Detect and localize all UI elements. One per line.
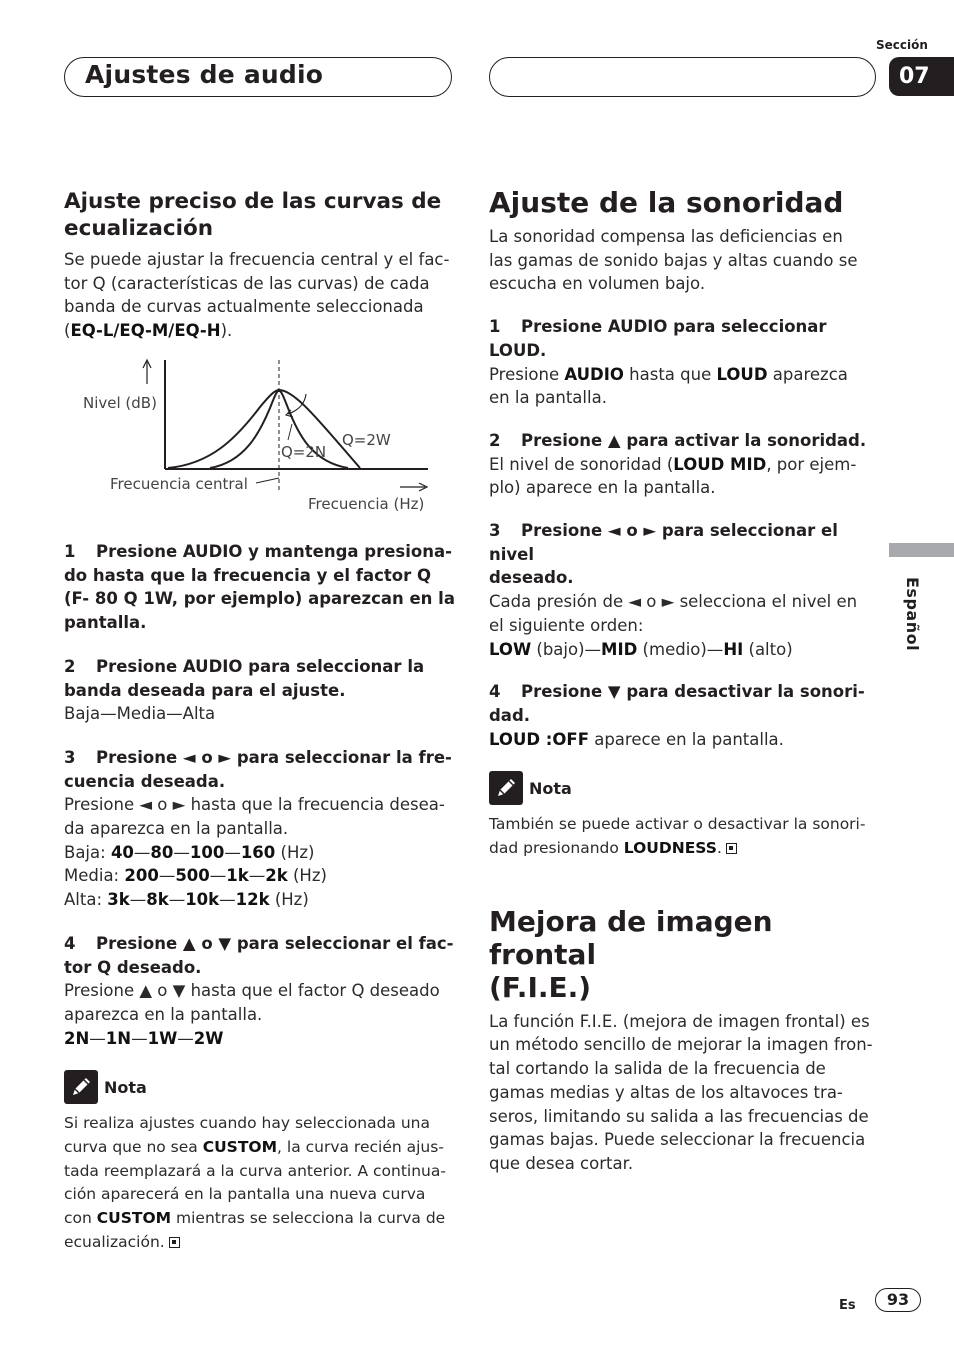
loud-step-2: 2 Presione ▲ para activar la sonoridad. El nivel de sonoridad (LOUD MID, por ejem- plo) aparece en la pantalla. [489, 430, 867, 498]
fie-section: Mejora de imagen frontal (F.I.E.) La función F.I.E. (mejora de imagen frontal) es un método sencillo de mejorar la imagen fron- tal cortando la salida de la frecuencia de gamas medias y altas de los altavoces tra- seros, limitando su salida a las frecuencias de gamas bajas. Puede seleccionar la frecuencia que desea cortar. [489, 905, 881, 1176]
figure-q2w-label: Q=2W [342, 431, 391, 449]
left-steps [64, 540, 456, 1255]
section-label: Sección [876, 38, 928, 52]
page-number: 93 [875, 1288, 921, 1312]
header-blank-pill [489, 57, 876, 97]
note-title: Nota [529, 778, 572, 798]
end-mark-icon [169, 1237, 180, 1248]
eq-step-1: 1 Presione AUDIO y mantenga presiona- do hasta que la frecuencia y el factor Q (F- 80 Q 1W, por ejemplo) aparezcan en la pantalla. [64, 542, 455, 633]
loudness-intro: La sonoridad compensa las deficiencias en las gamas de sonido bajas y altas cuando se escucha en volumen bajo. [489, 227, 858, 294]
eq-step-4: 4 Presione ▲ o ▼ para seleccionar el fac- tor Q deseado. Presione ▲ o ▼ hasta que el factor Q deseado aparezca en la pantalla. 2N—1N—1W—2W [64, 932, 456, 1051]
figure-x-label: Frecuencia (Hz) [308, 495, 425, 513]
loudness-heading: Ajuste de la sonoridad [489, 186, 844, 219]
section-number: 07 [889, 57, 954, 96]
eq-note: Nota Si realiza ajustes cuando hay seleccionada una curva que no sea CUSTOM, la curva recién ajus- tada reemplazará a la curva anterior. A continua- ción aparecerá en la pantalla una nueva curva con CUSTOM mientras se selecciona la curva de ecualización. [64, 1070, 456, 1254]
side-tab-bar [889, 543, 954, 557]
loudness-levels: LOW (bajo)—MID (medio)—HI (alto) [489, 639, 793, 659]
footer-lang-code: Es [839, 1298, 856, 1313]
header-title-pill [64, 57, 452, 97]
fie-heading: Mejora de imagen frontal (F.I.E.) [489, 904, 773, 1004]
page-title: Ajustes de audio [85, 60, 324, 89]
loud-step-1: 1 Presione AUDIO para seleccionar LOUD. Presione AUDIO hasta que LOUD aparezca en la pantalla. [489, 317, 848, 408]
eq-bands: EQ-L/EQ-M/EQ-H [70, 321, 221, 341]
baja-frequencies: Baja: 40—80—100—160 (Hz) [64, 842, 315, 862]
loud-step-3: 3 Presione ◄ o ► para seleccionar el nivel deseado. Cada presión de ◄ o ► selecciona el nivel en el siguiente orden: LOW (bajo)—MID (medio)—HI (alto) [489, 519, 881, 661]
q-factor-values: 2N—1N—1W—2W [64, 1028, 224, 1048]
eq-step-2: 2 Presione AUDIO para seleccionar la banda deseada para el ajuste. Baja—Media—Alta [64, 656, 425, 724]
note-title: Nota [104, 1077, 147, 1097]
figure-y-label: Nivel (dB) [83, 394, 157, 412]
loud-step-4: 4 Presione ▼ para desactivar la sonori- dad. LOUD :OFF aparece en la pantalla. [489, 682, 865, 749]
loud-note: Nota También se puede activar o desactivar la sonori- dad presionando LOUDNESS. [489, 771, 881, 860]
pencil-note-icon [64, 1070, 98, 1104]
right-column [489, 186, 881, 1176]
eq-curve-figure [60, 352, 450, 522]
pencil-note-icon [489, 771, 523, 805]
side-language-label: Español [903, 577, 922, 652]
figure-q2n-label: Q=2N [281, 443, 327, 461]
figure-center-label: Frecuencia central [110, 475, 248, 493]
eq-intro: Se puede ajustar la frecuencia central y el fac- tor Q (características de las curvas) de cada banda de curvas actualmente seleccionada (EQ-L/EQ-M/EQ-H). [64, 250, 450, 341]
media-frequencies: Media: 200—500—1k—2k (Hz) [64, 866, 327, 886]
eq-step-3: 3 Presione ◄ o ► para seleccionar la fre- cuencia deseada. Presione ◄ o ► hasta que la frecuencia desea- da aparezca en la pantalla. Baja: 40—80—100—160 (Hz) Media: 200—500—1k—2k (Hz) Alta: 3k—8k—10k—12k (Hz) [64, 746, 456, 912]
left-column [64, 188, 456, 343]
alta-frequencies: Alta: 3k—8k—10k—12k (Hz) [64, 890, 309, 910]
eq-heading: Ajuste preciso de las curvas de ecualización [64, 189, 442, 241]
end-mark-icon [726, 843, 737, 854]
